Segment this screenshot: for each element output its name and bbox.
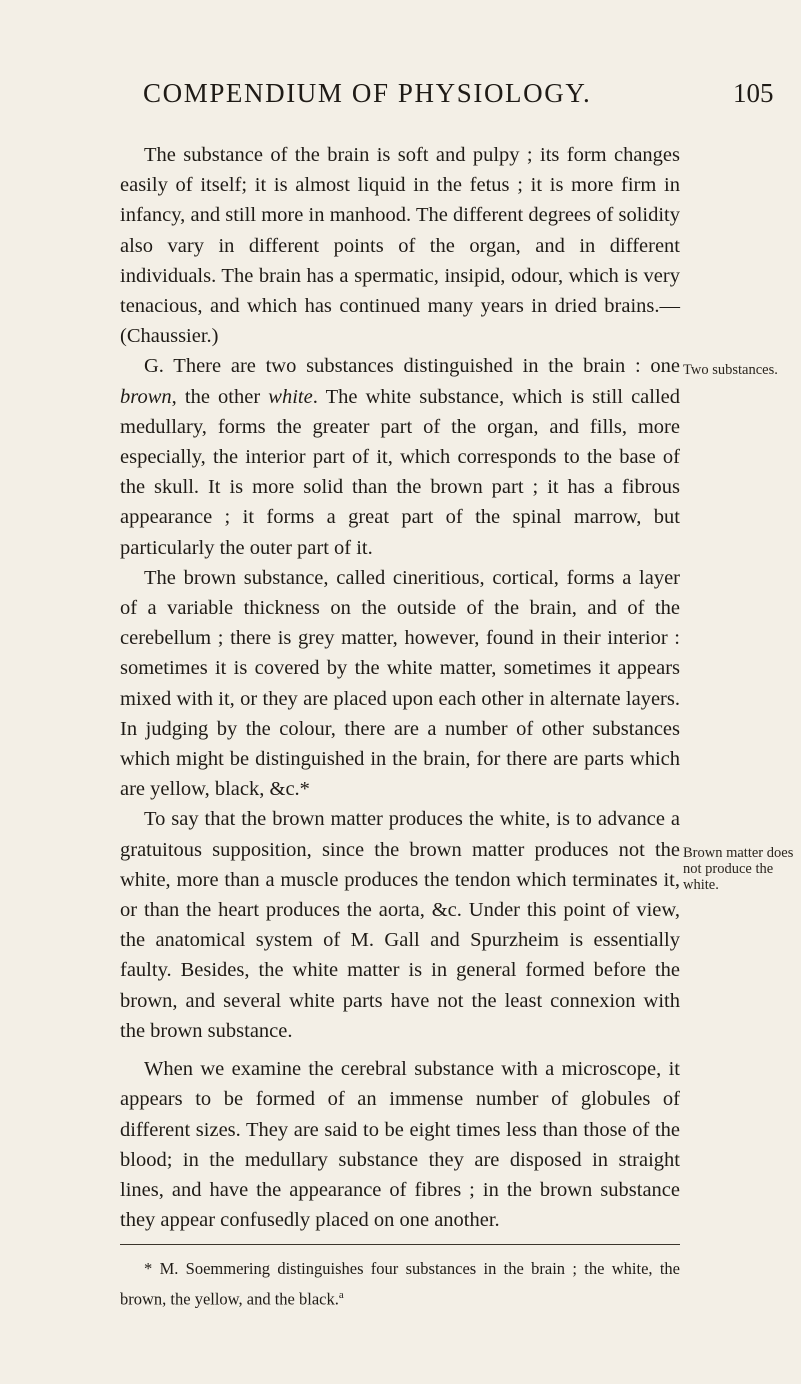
term-white: white [268, 385, 313, 408]
text-run: G. There are two substances distinguished in the brain : one [144, 355, 680, 378]
paragraph-two-substances [120, 351, 680, 562]
paragraph-brown-matter: To say that the brown matter produces the white, is to advance a gratuitous supposition, since the brown matter produces not the white, more than a muscle produces the tendon which terminates it, or than the heart produces the aorta, &c. Under this point of view, the anatomical system of M. Gall and Spurzheim is essentially faulty. Besides, the white matter is in general formed before the brown, and several white parts have not the least connexion with the brown substance. [120, 808, 680, 1042]
sidenote-two-substances: Two substances. [683, 362, 778, 378]
page-number: 105 [733, 78, 774, 108]
paragraph-brown-substance: The brown substance, called cineritious, cortical, forms a layer of a variable thickness on the outside of the brain, and of the cerebellum ; there is grey matter, however, found in their interior : sometimes it is covered by the white matter, sometimes it appears mixed with it, or they are placed upon each other in alternate layers. In judging by the colour, there are a number of other substances which might be distinguished in the brain, for there are parts which are yellow, black, &c.* [120, 566, 680, 801]
running-title: COMPENDIUM OF PHYSIOLOGY. [143, 78, 592, 108]
footnote-marker: a [338, 1289, 344, 1301]
text-run: . The white substance, which is still called medullary, forms the greater part of the organ, and fills, more especially, the interior part of it, which corresponds to the base of the skull. It is more solid than the brown part ; it has a fibrous appearance ; it forms a great part of the spinal marrow, but particularly the outer part of it. [120, 385, 681, 559]
term-brown: brown [120, 385, 172, 408]
paragraph-brain-substance: The substance of the brain is soft and pulpy ; its form changes easily of itself; it is almost liquid in the fetus ; it is more firm in infancy, and still more in manhood. The different degrees of solidity also vary in different points of the organ, and in different individuals. The brain has a spermatic, insipid, odour, which is very tenacious, and which has continued many years in dried brains.—(Chaussier.) [120, 144, 680, 348]
sidenote-brown-matter: Brown matter does not produce the white. [683, 845, 794, 893]
body-text [120, 140, 680, 1235]
footnote-text: * M. Soemmering distinguishes four substances in the brain ; the white, the brown, the yellow, and the black. [120, 1259, 680, 1309]
text-run: , the other [171, 385, 269, 408]
paragraph-microscope: When we examine the cerebral substance with a microscope, it appears to be formed of an immense number of globules of different sizes. They are said to be eight times less than those of the blood; in the medullary substance they are disposed in straight lines, and have the appearance of fibres ; in the brown substance they appear confusedly placed on one another. [120, 1058, 680, 1232]
footnote-divider [120, 1244, 680, 1245]
running-header [0, 78, 801, 118]
footnote [120, 1256, 680, 1313]
